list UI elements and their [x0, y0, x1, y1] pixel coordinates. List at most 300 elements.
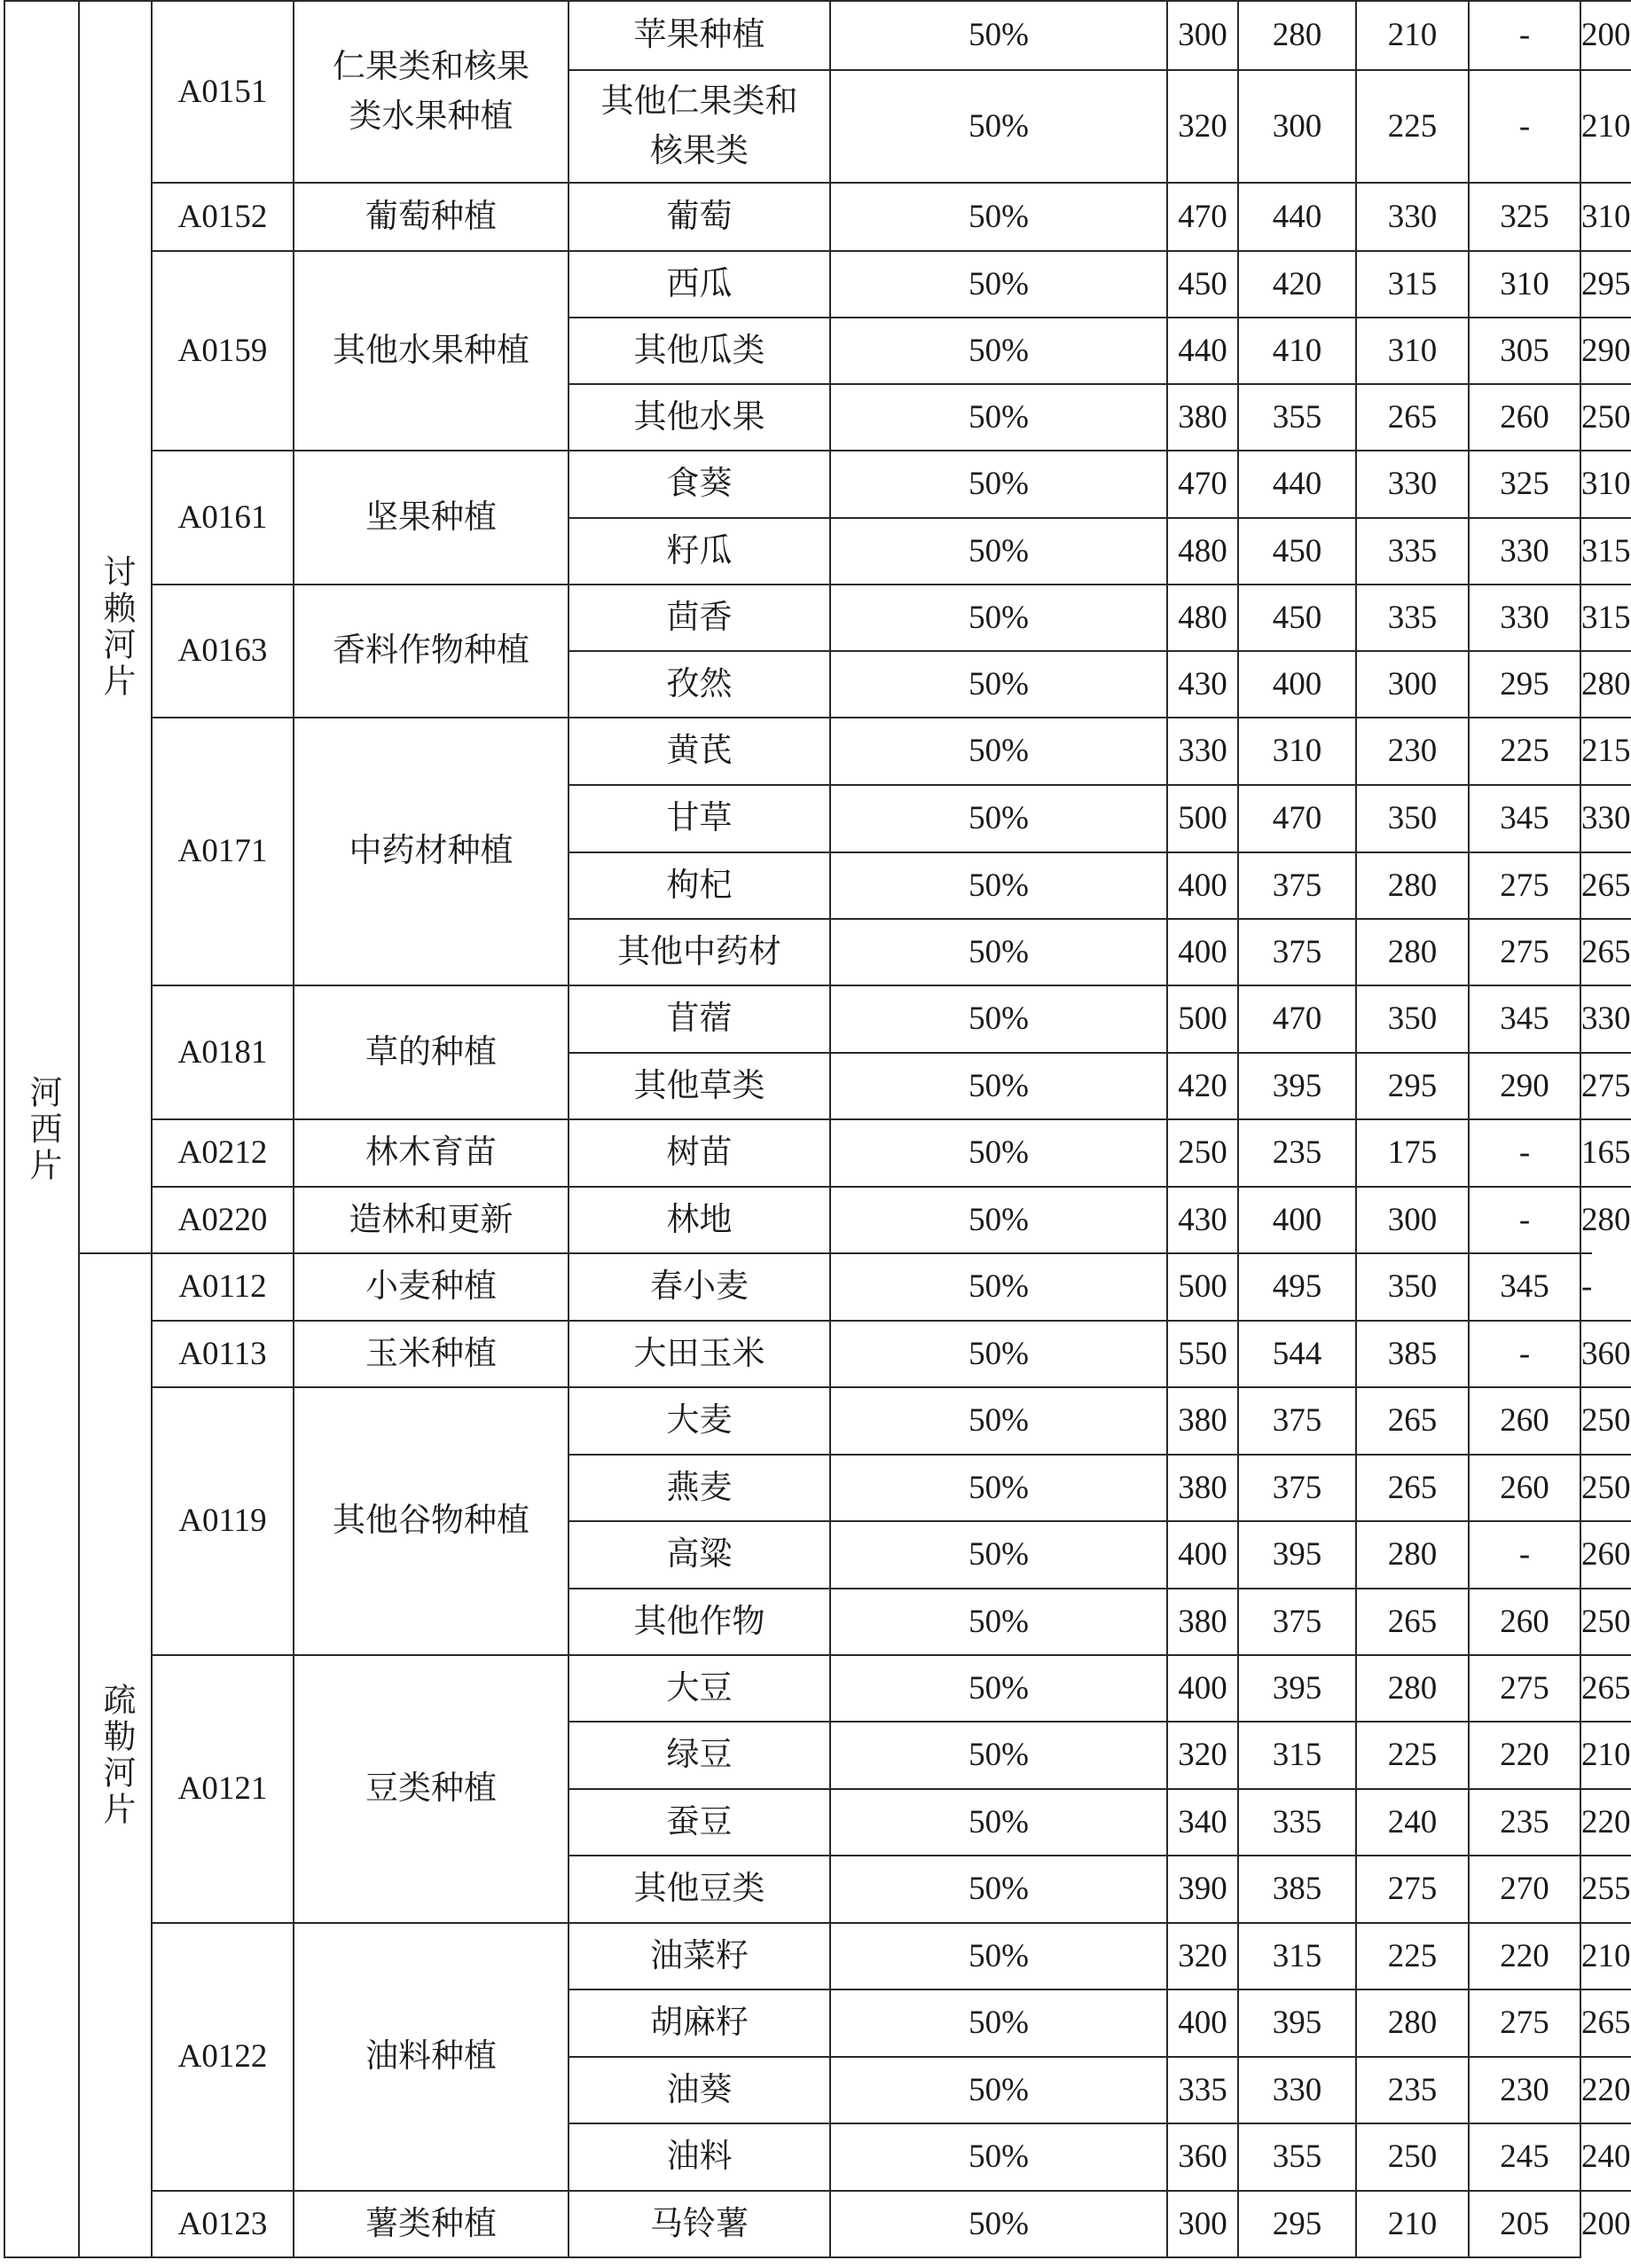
value4-cell-text: 290 — [1500, 1067, 1549, 1104]
value1-cell — [1166, 918, 1237, 985]
percent-cell — [829, 1989, 1166, 2056]
group-name-cell — [293, 1922, 568, 2190]
value2-cell-text: 375 — [1272, 933, 1322, 970]
group-name-cell-text: 油料种植 — [365, 2038, 497, 2075]
group-name-cell-text: 玉米种植 — [365, 1335, 497, 1372]
value1-cell — [1166, 69, 1237, 182]
value5-cell-text: 265 — [1581, 933, 1631, 970]
value4-cell — [1468, 450, 1580, 517]
crop-cell — [568, 250, 829, 317]
group-code-cell-text: A0122 — [177, 2038, 268, 2075]
value5-cell — [1580, 517, 1631, 584]
percent-cell-text: 50% — [968, 2071, 1029, 2108]
value2-cell — [1237, 1989, 1355, 2056]
value2-cell-text: 375 — [1272, 1603, 1322, 1640]
value2-cell — [1237, 2190, 1355, 2256]
value3-cell-text: 330 — [1387, 466, 1438, 502]
value5-cell — [1580, 317, 1631, 383]
value1-cell — [1166, 1855, 1237, 1922]
crop-cell-text: 大田玉米 — [633, 1335, 765, 1372]
crop-cell-text: 春小麦 — [650, 1268, 749, 1305]
value5-cell-text: 330 — [1581, 800, 1631, 836]
value2-cell-text: 395 — [1272, 1067, 1322, 1104]
value1-cell-text: 500 — [1178, 1268, 1227, 1305]
value5-cell-text: 360 — [1581, 1335, 1631, 1372]
value2-cell — [1237, 1454, 1355, 1520]
percent-cell — [829, 2056, 1166, 2123]
value1-cell-text: 320 — [1178, 1737, 1227, 1773]
value4-cell-text: 205 — [1500, 2205, 1549, 2242]
percent-cell — [829, 383, 1166, 450]
value4-cell — [1468, 985, 1580, 1052]
value5-cell-text: 280 — [1581, 1201, 1631, 1238]
value4-cell — [1468, 918, 1580, 985]
value1-cell-text: 450 — [1178, 265, 1227, 302]
percent-cell — [829, 450, 1166, 517]
group-name-cell-text: 仁果类和核果类水果种植 — [333, 48, 529, 135]
value1-cell-text: 420 — [1178, 1067, 1227, 1104]
crop-cell-text: 茴香 — [666, 599, 733, 636]
group-name-cell — [293, 1252, 568, 1320]
value3-cell — [1355, 1989, 1468, 2056]
value4-cell-text: 330 — [1500, 599, 1549, 636]
percent-cell — [829, 1520, 1166, 1588]
value5-cell-text: 165 — [1581, 1134, 1631, 1171]
group-name-cell — [293, 1386, 568, 1654]
value3-cell-text: 225 — [1387, 107, 1438, 145]
percent-cell-text: 50% — [968, 332, 1029, 369]
value5-cell — [1580, 182, 1631, 250]
value4-cell-text: - — [1518, 107, 1531, 145]
value1-cell-text: 320 — [1178, 1937, 1227, 1974]
value5-cell-text: 210 — [1581, 1937, 1631, 1974]
value2-cell — [1237, 450, 1355, 517]
group-name-cell — [293, 2190, 568, 2256]
percent-cell — [829, 1788, 1166, 1855]
percent-cell-text: 50% — [968, 1134, 1029, 1171]
crop-cell-text: 其他草类 — [633, 1067, 765, 1104]
value3-cell — [1355, 1788, 1468, 1855]
value1-cell-text: 400 — [1178, 2005, 1227, 2041]
value1-cell-text: 380 — [1178, 1402, 1227, 1439]
group-name-cell-text: 中药材种植 — [349, 833, 514, 869]
percent-cell — [829, 517, 1166, 584]
value1-cell-text: 380 — [1178, 1603, 1227, 1640]
value2-cell — [1237, 2056, 1355, 2123]
percent-cell — [829, 0, 1166, 69]
percent-cell — [829, 1052, 1166, 1118]
value5-cell — [1580, 1118, 1631, 1186]
value3-cell — [1355, 717, 1468, 784]
percent-cell-text: 50% — [968, 107, 1029, 145]
group-code-cell-text: A0181 — [177, 1033, 268, 1071]
value5-cell-text: 290 — [1581, 332, 1631, 369]
value4-cell — [1468, 851, 1580, 918]
value2-cell-text: 470 — [1272, 1001, 1322, 1037]
value4-cell-text: 325 — [1500, 198, 1549, 235]
crop-cell — [568, 784, 829, 851]
group-name-cell-text: 坚果种植 — [365, 498, 497, 536]
value1-cell — [1166, 0, 1237, 69]
value2-cell — [1237, 2123, 1355, 2190]
value1-cell — [1166, 985, 1237, 1052]
value5-cell-text: 220 — [1581, 2071, 1631, 2108]
value1-cell — [1166, 1320, 1237, 1386]
value1-cell — [1166, 2056, 1237, 2123]
value3-cell — [1355, 0, 1468, 69]
value3-cell — [1355, 1922, 1468, 1989]
percent-cell — [829, 1922, 1166, 1989]
crop-cell — [568, 1320, 829, 1386]
value3-cell-text: 300 — [1387, 665, 1438, 702]
value5-cell-text: 220 — [1581, 1803, 1631, 1840]
value1-cell-text: 320 — [1178, 107, 1227, 145]
value3-cell-text: 295 — [1387, 1067, 1438, 1104]
value3-cell — [1355, 450, 1468, 517]
value5-cell — [1580, 1855, 1631, 1922]
percent-cell-text: 50% — [968, 2205, 1029, 2242]
value1-cell — [1166, 250, 1237, 317]
group-code-cell — [151, 985, 293, 1118]
value1-cell — [1166, 1588, 1237, 1654]
value1-cell — [1166, 182, 1237, 250]
value4-cell — [1468, 1118, 1580, 1186]
value2-cell-text: 375 — [1272, 1469, 1322, 1506]
crop-cell — [568, 2190, 829, 2256]
value2-cell — [1237, 851, 1355, 918]
percent-cell-text: 50% — [968, 2139, 1029, 2175]
crop-cell-text: 其他中药材 — [617, 933, 781, 970]
value4-cell-text: 220 — [1500, 1737, 1549, 1773]
group-name-cell-text: 小麦种植 — [365, 1268, 497, 1305]
percent-cell — [829, 1386, 1166, 1454]
group-name-cell-text: 薯类种植 — [365, 2205, 497, 2242]
crop-cell — [568, 1520, 829, 1588]
group-code-cell — [151, 1654, 293, 1922]
crop-cell — [568, 69, 829, 182]
value3-cell — [1355, 182, 1468, 250]
value3-cell-text: 330 — [1387, 198, 1438, 235]
value4-cell-text: 245 — [1500, 2139, 1549, 2175]
percent-cell — [829, 1654, 1166, 1721]
value4-cell-text: 235 — [1500, 1803, 1549, 1840]
crop-cell-text: 孜然 — [666, 665, 733, 702]
group-code-cell — [151, 717, 293, 985]
value4-cell — [1468, 717, 1580, 784]
value4-cell-text: - — [1518, 1201, 1531, 1238]
value1-cell-text: 335 — [1178, 2071, 1227, 2108]
value1-cell — [1166, 650, 1237, 717]
group-name-cell-text: 草的种植 — [365, 1033, 497, 1071]
crop-cell-text: 树苗 — [666, 1134, 733, 1171]
group-name-cell-text: 葡萄种植 — [365, 198, 497, 235]
value3-cell — [1355, 1052, 1468, 1118]
percent-cell-text: 50% — [968, 933, 1029, 970]
percent-cell-text: 50% — [968, 398, 1029, 436]
value2-cell-text: 335 — [1272, 1803, 1322, 1840]
value5-cell-text: 200 — [1581, 17, 1631, 53]
value3-cell — [1355, 250, 1468, 317]
value1-cell-text: 250 — [1178, 1134, 1227, 1171]
value4-cell — [1468, 0, 1580, 69]
value1-cell — [1166, 584, 1237, 650]
value4-cell-text: 225 — [1500, 733, 1549, 769]
value4-cell — [1468, 2123, 1580, 2190]
value3-cell — [1355, 1454, 1468, 1520]
value5-cell-text: 275 — [1581, 1067, 1631, 1104]
crop-cell-text: 大豆 — [666, 1669, 733, 1707]
crop-cell — [568, 1788, 829, 1855]
group-name-cell-text: 其他水果种植 — [333, 332, 529, 369]
value2-cell — [1237, 1855, 1355, 1922]
value1-cell-text: 400 — [1178, 1669, 1227, 1707]
value5-cell — [1580, 2056, 1631, 2123]
value4-cell-text: 345 — [1500, 1001, 1549, 1037]
value4-cell-text: 220 — [1500, 1937, 1549, 1974]
group-code-cell-text: A0220 — [177, 1201, 268, 1238]
value4-cell — [1468, 1052, 1580, 1118]
subregion-cell-text: 疏勒河片 — [98, 1683, 134, 1828]
value2-cell-text: 385 — [1272, 1871, 1322, 1907]
value3-cell — [1355, 1186, 1468, 1252]
value4-cell-text: 275 — [1500, 1669, 1549, 1707]
value4-cell — [1468, 1186, 1580, 1252]
crop-cell-text: 枸杞 — [666, 867, 733, 904]
value3-cell-text: 280 — [1387, 1536, 1438, 1573]
crop-cell-text: 葡萄 — [666, 198, 733, 235]
value3-cell-text: 275 — [1387, 1871, 1438, 1907]
crop-cell-text: 其他仁果类和核果类 — [600, 82, 798, 169]
group-name-cell — [293, 584, 568, 717]
group-name-cell — [293, 985, 568, 1118]
percent-cell — [829, 851, 1166, 918]
percent-cell-text: 50% — [968, 1335, 1029, 1372]
value2-cell-text: 295 — [1272, 2205, 1322, 2242]
value1-cell — [1166, 1052, 1237, 1118]
value2-cell-text: 400 — [1272, 1201, 1322, 1238]
subregion-cell — [78, 0, 151, 1252]
region-cell — [4, 0, 78, 2256]
value5-cell-text: 310 — [1581, 466, 1631, 502]
group-code-cell — [151, 1386, 293, 1654]
value3-cell-text: 385 — [1387, 1335, 1438, 1372]
group-code-cell — [151, 250, 293, 450]
crop-cell-text: 苜蓿 — [666, 1001, 733, 1037]
crop-cell-text: 其他豆类 — [633, 1871, 765, 1907]
crop-cell-text: 油菜籽 — [650, 1937, 749, 1974]
value1-cell-text: 500 — [1178, 1001, 1227, 1037]
value2-cell-text: 440 — [1272, 198, 1322, 235]
value4-cell — [1468, 1520, 1580, 1588]
value2-cell-text: 355 — [1272, 398, 1322, 436]
group-code-cell-text: A0161 — [177, 498, 268, 536]
value3-cell-text: 315 — [1387, 265, 1438, 302]
value4-cell-text: 260 — [1500, 398, 1549, 436]
value2-cell — [1237, 1186, 1355, 1252]
value2-cell — [1237, 1252, 1355, 1320]
value3-cell-text: 210 — [1387, 2205, 1438, 2242]
value5-cell — [1580, 0, 1631, 69]
value3-cell-text: 235 — [1387, 2071, 1438, 2108]
crop-cell-text: 西瓜 — [666, 265, 733, 302]
group-code-cell-text: A0123 — [177, 2205, 268, 2242]
percent-cell-text: 50% — [968, 532, 1029, 569]
value5-cell-text: 330 — [1581, 1001, 1631, 1037]
value1-cell-text: 330 — [1178, 733, 1227, 769]
crop-cell-text: 其他水果 — [633, 398, 765, 436]
value1-cell-text: 550 — [1178, 1335, 1227, 1372]
value3-cell-text: 240 — [1387, 1803, 1438, 1840]
value1-cell — [1166, 2123, 1237, 2190]
value4-cell — [1468, 182, 1580, 250]
value3-cell — [1355, 584, 1468, 650]
value2-cell — [1237, 383, 1355, 450]
value3-cell — [1355, 2056, 1468, 2123]
value3-cell — [1355, 69, 1468, 182]
value2-cell-text: 450 — [1272, 532, 1322, 569]
group-name-cell — [293, 450, 568, 584]
value5-cell — [1580, 985, 1631, 1052]
percent-cell-text: 50% — [968, 1536, 1029, 1573]
percent-cell-text: 50% — [968, 1201, 1029, 1238]
value5-cell-text: 215 — [1581, 733, 1631, 769]
crop-cell — [568, 650, 829, 717]
value5-cell-text: 280 — [1581, 665, 1631, 702]
value3-cell — [1355, 1320, 1468, 1386]
group-code-cell — [151, 1320, 293, 1386]
percent-cell-text: 50% — [968, 800, 1029, 836]
group-code-cell-text: A0121 — [177, 1770, 268, 1807]
value5-cell — [1580, 450, 1631, 517]
group-code-cell — [151, 1186, 293, 1252]
percent-cell-text: 50% — [968, 2005, 1029, 2041]
crop-cell — [568, 918, 829, 985]
value5-cell — [1580, 1788, 1631, 1855]
percent-cell-text: 50% — [968, 1669, 1029, 1707]
value3-cell — [1355, 1118, 1468, 1186]
value1-cell — [1166, 1922, 1237, 1989]
value2-cell — [1237, 918, 1355, 985]
value4-cell — [1468, 1454, 1580, 1520]
value4-cell-text: - — [1518, 1536, 1531, 1573]
percent-cell-text: 50% — [968, 1402, 1029, 1439]
value2-cell — [1237, 1721, 1355, 1788]
value4-cell — [1468, 1252, 1580, 1320]
crop-cell-text: 马铃薯 — [650, 2205, 749, 2242]
value2-cell — [1237, 182, 1355, 250]
value1-cell-text: 380 — [1178, 1469, 1227, 1506]
crop-cell — [568, 1386, 829, 1454]
value2-cell — [1237, 1386, 1355, 1454]
group-code-cell-text: A0119 — [178, 1503, 267, 1539]
value5-cell — [1580, 69, 1631, 182]
percent-cell — [829, 1252, 1166, 1320]
value1-cell — [1166, 717, 1237, 784]
crop-cell — [568, 1922, 829, 1989]
value1-cell-text: 500 — [1178, 800, 1227, 836]
value3-cell-text: 225 — [1387, 1937, 1438, 1974]
crop-cell — [568, 1989, 829, 2056]
crop-cell — [568, 985, 829, 1052]
group-name-cell — [293, 1654, 568, 1922]
value5-cell — [1580, 1922, 1631, 1989]
crop-cell-text: 油葵 — [666, 2071, 733, 2108]
group-code-cell-text: A0171 — [177, 833, 268, 869]
crop-cell-text: 苹果种植 — [633, 17, 765, 53]
group-code-cell-text: A0112 — [178, 1268, 267, 1305]
group-code-cell — [151, 1922, 293, 2190]
value2-cell — [1237, 1922, 1355, 1989]
crop-cell — [568, 182, 829, 250]
value5-cell — [1580, 1386, 1631, 1454]
group-code-cell-text: A0151 — [177, 73, 268, 110]
group-code-cell — [151, 182, 293, 250]
value3-cell — [1355, 851, 1468, 918]
value2-cell-text: 355 — [1272, 2139, 1322, 2175]
value4-cell — [1468, 383, 1580, 450]
value4-cell — [1468, 2190, 1580, 2256]
value4-cell — [1468, 784, 1580, 851]
group-code-cell — [151, 1252, 293, 1320]
value1-cell — [1166, 1721, 1237, 1788]
percent-cell-text: 50% — [968, 733, 1029, 769]
value5-cell — [1580, 650, 1631, 717]
crop-cell — [568, 1186, 829, 1252]
value1-cell-text: 380 — [1178, 398, 1227, 436]
group-name-cell — [293, 1320, 568, 1386]
value1-cell-text: 300 — [1178, 2205, 1227, 2242]
percent-cell-text: 50% — [968, 1803, 1029, 1840]
crop-cell-text: 其他作物 — [633, 1603, 765, 1640]
percent-cell-text: 50% — [968, 1871, 1029, 1907]
crop-cell — [568, 1855, 829, 1922]
table-bottom-border — [4, 2256, 1581, 2258]
crop-cell-text: 绿豆 — [666, 1737, 733, 1773]
crop-cell-text: 大麦 — [666, 1402, 733, 1439]
value1-cell-text: 480 — [1178, 532, 1227, 569]
value1-cell — [1166, 2190, 1237, 2256]
value3-cell-text: 280 — [1387, 867, 1438, 904]
value2-cell-text: 420 — [1272, 265, 1322, 302]
value1-cell-text: 440 — [1178, 332, 1227, 369]
value4-cell — [1468, 1386, 1580, 1454]
value4-cell-text: 310 — [1500, 265, 1549, 302]
value4-cell-text: 230 — [1500, 2071, 1549, 2108]
value5-cell-text: 265 — [1581, 867, 1631, 904]
percent-cell — [829, 317, 1166, 383]
value2-cell — [1237, 1520, 1355, 1588]
value5-cell — [1580, 1052, 1631, 1118]
value3-cell — [1355, 650, 1468, 717]
crop-cell — [568, 317, 829, 383]
group-name-cell-text: 香料作物种植 — [333, 632, 529, 669]
value3-cell — [1355, 317, 1468, 383]
value1-cell — [1166, 1186, 1237, 1252]
value1-cell — [1166, 1454, 1237, 1520]
value5-cell-text: 295 — [1581, 265, 1631, 302]
crop-cell — [568, 584, 829, 650]
value5-cell — [1580, 1989, 1631, 2056]
percent-cell — [829, 918, 1166, 985]
value5-cell — [1580, 918, 1631, 985]
value2-cell-text: 315 — [1272, 1937, 1322, 1974]
value2-cell — [1237, 1788, 1355, 1855]
value5-cell-text: 255 — [1581, 1871, 1631, 1907]
percent-cell-text: 50% — [968, 1937, 1029, 1974]
value5-cell — [1580, 2123, 1631, 2190]
value1-cell-text: 470 — [1178, 198, 1227, 235]
group-name-cell-text: 豆类种植 — [365, 1770, 497, 1807]
